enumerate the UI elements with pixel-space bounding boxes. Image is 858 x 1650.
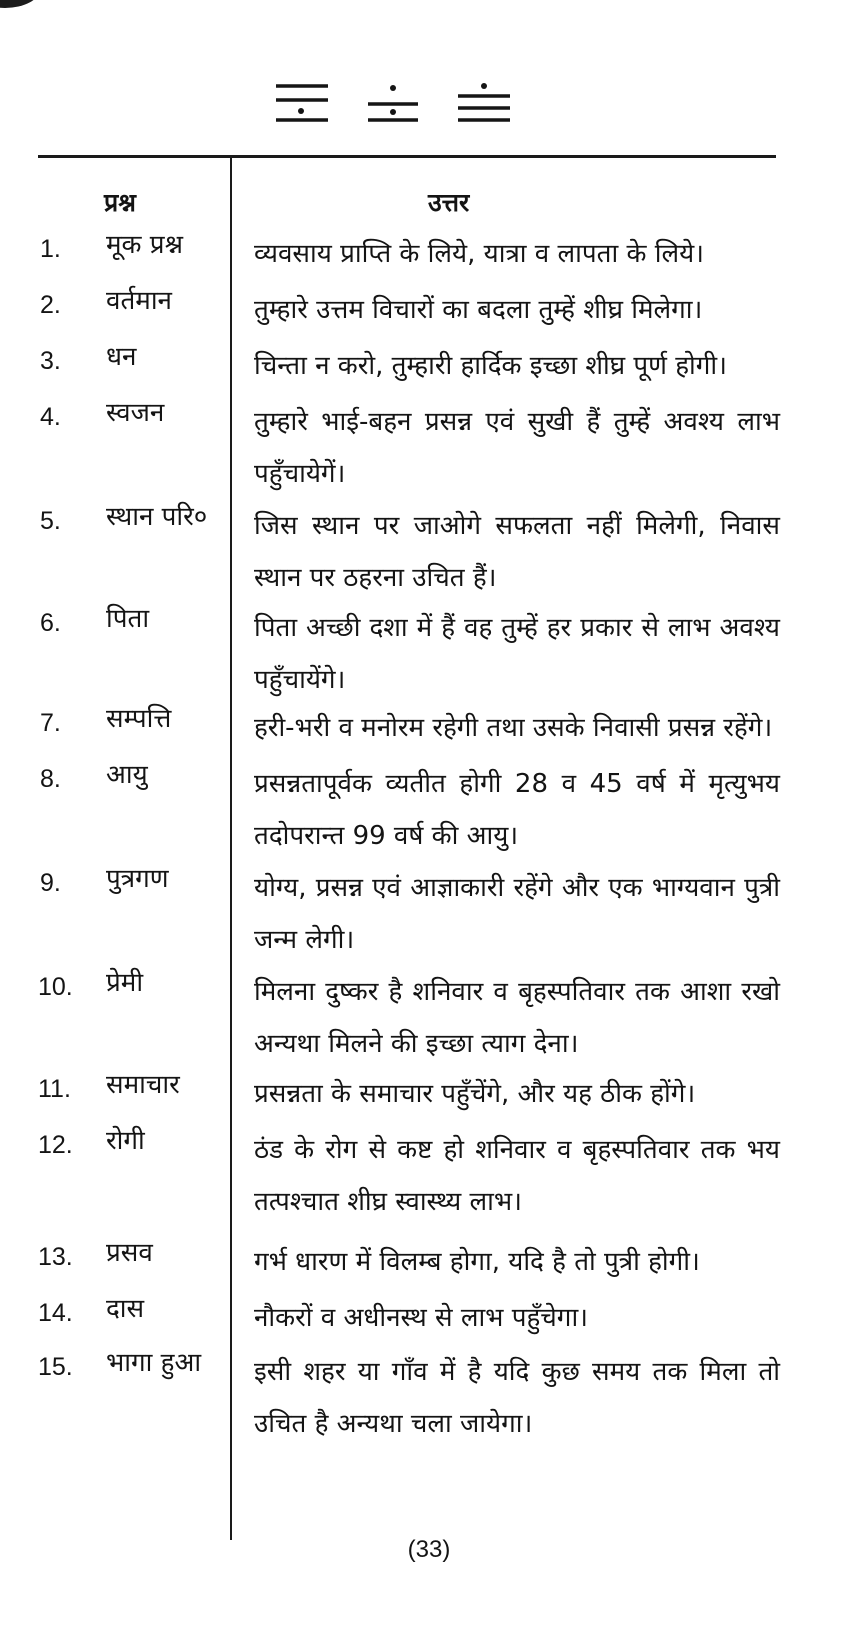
page-corner-mark <box>0 0 40 8</box>
answer-text: मिलना दुष्कर है शनिवार व बृहस्पतिवार तक आशा रखो अन्यथा मिलने की इच्छा त्याग देना। <box>254 977 780 1059</box>
question-text: प्रेमी <box>106 968 144 998</box>
row-number: 3. <box>40 347 61 375</box>
row-number: 13. <box>38 1243 73 1271</box>
answer-text: इसी शहर या गाँव में है यदि कुछ समय तक मिला तो उचित है अन्यथा चला जायेगा। <box>254 1357 780 1439</box>
row-number: 5. <box>40 507 61 535</box>
answer-text: गर्भ धारण में विलम्ब होगा, यदि है तो पुत्री होगी। <box>254 1247 700 1277</box>
answer-text: चिन्ता न करो, तुम्हारी हार्दिक इच्छा शीघ्र पूर्ण होगी। <box>254 351 727 381</box>
question-text: मूक प्रश्न <box>106 230 183 260</box>
question-text: रोगी <box>106 1126 145 1156</box>
answer-text: योग्य, प्रसन्न एवं आज्ञाकारी रहेंगे और एक भाग्यवान पुत्री जन्म लेगी। <box>254 873 780 955</box>
answer-text: प्रसन्नता के समाचार पहुँचेंगे, और यह ठीक होंगे। <box>254 1079 696 1109</box>
question-text: समाचार <box>106 1070 180 1100</box>
row-number: 6. <box>40 609 61 637</box>
answer-text: तुम्हारे उत्तम विचारों का बदला तुम्हें शीघ्र मिलेगा। <box>254 295 703 325</box>
row-number: 2. <box>40 291 61 319</box>
question-text: धन <box>106 342 137 372</box>
symbol-middle <box>368 85 418 120</box>
row-number: 4. <box>40 403 61 431</box>
row-number: 11. <box>38 1075 71 1103</box>
answer-text: जिस स्थान पर जाओगे सफलता नहीं मिलेगी, निवास स्थान पर ठहरना उचित हैं। <box>254 511 780 593</box>
page-number: (33) <box>407 1536 451 1563</box>
question-text: सम्पत्ति <box>106 704 172 734</box>
question-text: आयु <box>106 760 148 790</box>
symbol-right <box>458 83 510 120</box>
question-text: स्वजन <box>106 398 165 428</box>
column-divider <box>230 156 232 1540</box>
row-number: 8. <box>40 765 61 793</box>
row-number: 9. <box>40 869 61 897</box>
question-text: स्थान परि० <box>106 502 208 532</box>
answer-column-header: उत्तर <box>428 188 470 217</box>
answer-text: नौकरों व अधीनस्थ से लाभ पहुँचेगा। <box>254 1303 589 1333</box>
row-number: 14. <box>38 1299 73 1327</box>
table-top-rule <box>38 155 776 158</box>
trigram-symbols <box>0 80 858 140</box>
answer-text: पिता अच्छी दशा में हैं वह तुम्हें हर प्रकार से लाभ अवश्य पहुँचायेंगे। <box>254 613 780 695</box>
question-text: पिता <box>106 604 150 634</box>
row-number: 12. <box>38 1131 73 1159</box>
row-number: 15. <box>38 1353 73 1381</box>
question-text: पुत्रगण <box>106 864 169 894</box>
answer-text: ठंड के रोग से कष्ट हो शनिवार व बृहस्पतिवार तक भय तत्पश्चात शीघ्र स्वास्थ्य लाभ। <box>254 1135 780 1217</box>
row-number: 7. <box>40 709 61 737</box>
question-text: प्रसव <box>106 1238 153 1268</box>
question-column-header: प्रश्न <box>104 188 136 217</box>
question-text: वर्तमान <box>106 286 172 316</box>
question-text: भागा हुआ <box>106 1348 202 1378</box>
row-number: 10. <box>38 973 73 1001</box>
answer-text: प्रसन्नतापूर्वक व्यतीत होगी 28 व 45 वर्ष में मृत्युभय तदोपरान्त 99 वर्ष की आयु। <box>254 769 780 851</box>
question-text: दास <box>106 1294 145 1324</box>
answer-text: व्यवसाय प्राप्ति के लिये, यात्रा व लापता के लिये। <box>254 239 705 269</box>
symbol-left <box>276 86 328 120</box>
answer-text: हरी-भरी व मनोरम रहेगी तथा उसके निवासी प्रसन्न रहेंगे। <box>254 713 773 743</box>
answer-text: तुम्हारे भाई-बहन प्रसन्न एवं सुखी हैं तुम्हें अवश्य लाभ पहुँचायेगें। <box>254 407 780 489</box>
row-number: 1. <box>40 235 61 263</box>
